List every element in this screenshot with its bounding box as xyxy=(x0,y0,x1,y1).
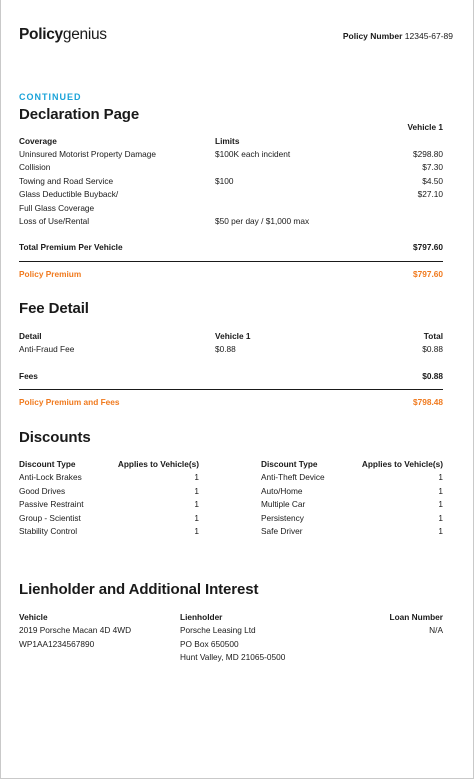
discount-type: Auto/Home xyxy=(261,486,303,496)
fee-vehicle-header: Vehicle 1 xyxy=(215,331,251,341)
coverage-amount: $27.10 xyxy=(417,189,443,199)
detail-header: Detail xyxy=(19,331,42,341)
policy-number-label: Policy Number xyxy=(342,31,403,41)
vehicle-header: Vehicle xyxy=(19,612,48,622)
discount-applies: 1 xyxy=(438,472,443,482)
discount-applies: 1 xyxy=(194,526,199,536)
discounts-title: Discounts xyxy=(19,429,91,446)
discount-applies: 1 xyxy=(194,486,199,496)
vehicle-description: 2019 Porsche Macan 4D 4WD xyxy=(19,625,132,635)
fee-detail-title: Fee Detail xyxy=(19,300,89,317)
discount-type: Anti-Lock Brakes xyxy=(19,472,82,482)
lienholder-address-line: PO Box 650500 xyxy=(180,639,239,649)
declaration-title: Declaration Page xyxy=(19,106,140,123)
discount-applies: 1 xyxy=(194,472,199,482)
policygenius-logo: Policygenius xyxy=(19,26,107,43)
loan-number-value: N/A xyxy=(429,625,443,635)
policy-premium-label: Policy Premium xyxy=(19,269,82,279)
total-premium-label: Total Premium Per Vehicle xyxy=(19,242,123,252)
premium-and-fees-value: $798.48 xyxy=(413,397,443,407)
fee-detail: Anti-Fraud Fee xyxy=(19,344,75,354)
coverage-amount: $4.50 xyxy=(422,176,443,186)
discount-type: Persistency xyxy=(261,513,304,523)
discount-applies: 1 xyxy=(438,513,443,523)
loan-number-header: Loan Number xyxy=(389,612,443,622)
coverage-limit: $100K each incident xyxy=(215,149,291,159)
discount-type: Anti-Theft Device xyxy=(261,472,325,482)
policy-premium-value: $797.60 xyxy=(413,269,443,279)
applies-header: Applies to Vehicle(s) xyxy=(117,459,199,469)
discount-type: Good Drives xyxy=(19,486,66,496)
fees-value: $0.88 xyxy=(422,371,443,381)
coverage-name: Glass Deductible Buyback/ xyxy=(19,189,119,199)
coverage-amount: $7.30 xyxy=(422,162,443,172)
discount-applies: 1 xyxy=(438,526,443,536)
coverage-name: Loss of Use/Rental xyxy=(19,216,90,226)
discount-type: Group - Scientist xyxy=(19,513,81,523)
discount-applies: 1 xyxy=(194,499,199,509)
lienholder-address-line: Hunt Valley, MD 21065-0500 xyxy=(180,652,286,662)
discount-type: Stability Control xyxy=(19,526,78,536)
policy-number xyxy=(343,31,453,41)
premium-and-fees-label: Policy Premium and Fees xyxy=(19,397,120,407)
discount-applies: 1 xyxy=(438,499,443,509)
discount-type-header: Discount Type xyxy=(19,459,76,469)
policy-number-value: 12345-67-89 xyxy=(404,31,453,41)
discount-type: Multiple Car xyxy=(261,499,306,509)
coverage-name: Full Glass Coverage xyxy=(19,203,95,213)
fee-total-header: Total xyxy=(423,331,443,341)
fee-total-amount: $0.88 xyxy=(422,344,443,354)
discount-applies: 1 xyxy=(438,486,443,496)
vehicle-vin: WP1AA1234567890 xyxy=(19,639,95,649)
lienholder-header: Lienholder xyxy=(180,612,223,622)
page-header xyxy=(19,26,455,46)
continued-label: CONTINUED xyxy=(19,92,82,102)
coverage-name: Uninsured Motorist Property Damage xyxy=(19,149,156,159)
coverage-amount: $298.80 xyxy=(413,149,443,159)
coverage-header: Coverage xyxy=(19,136,57,146)
applies-header: Applies to Vehicle(s) xyxy=(361,459,443,469)
divider xyxy=(19,261,443,262)
coverage-limit: $50 per day / $1,000 max xyxy=(215,216,310,226)
coverage-name: Towing and Road Service xyxy=(19,176,114,186)
lienholder-title: Lienholder and Additional Interest xyxy=(19,581,259,598)
fee-vehicle-amount: $0.88 xyxy=(215,344,236,354)
discount-applies: 1 xyxy=(194,513,199,523)
vehicle-1-header: Vehicle 1 xyxy=(407,122,443,132)
limits-header: Limits xyxy=(215,136,240,146)
coverage-limit: $100 xyxy=(215,176,234,186)
discount-type: Safe Driver xyxy=(261,526,303,536)
lienholder-name: Porsche Leasing Ltd xyxy=(180,625,256,635)
discount-type-header: Discount Type xyxy=(261,459,318,469)
fees-label: Fees xyxy=(19,371,38,381)
discount-type: Passive Restraint xyxy=(19,499,84,509)
divider xyxy=(19,389,443,390)
total-premium-value: $797.60 xyxy=(413,242,443,252)
coverage-name: Collision xyxy=(19,162,51,172)
